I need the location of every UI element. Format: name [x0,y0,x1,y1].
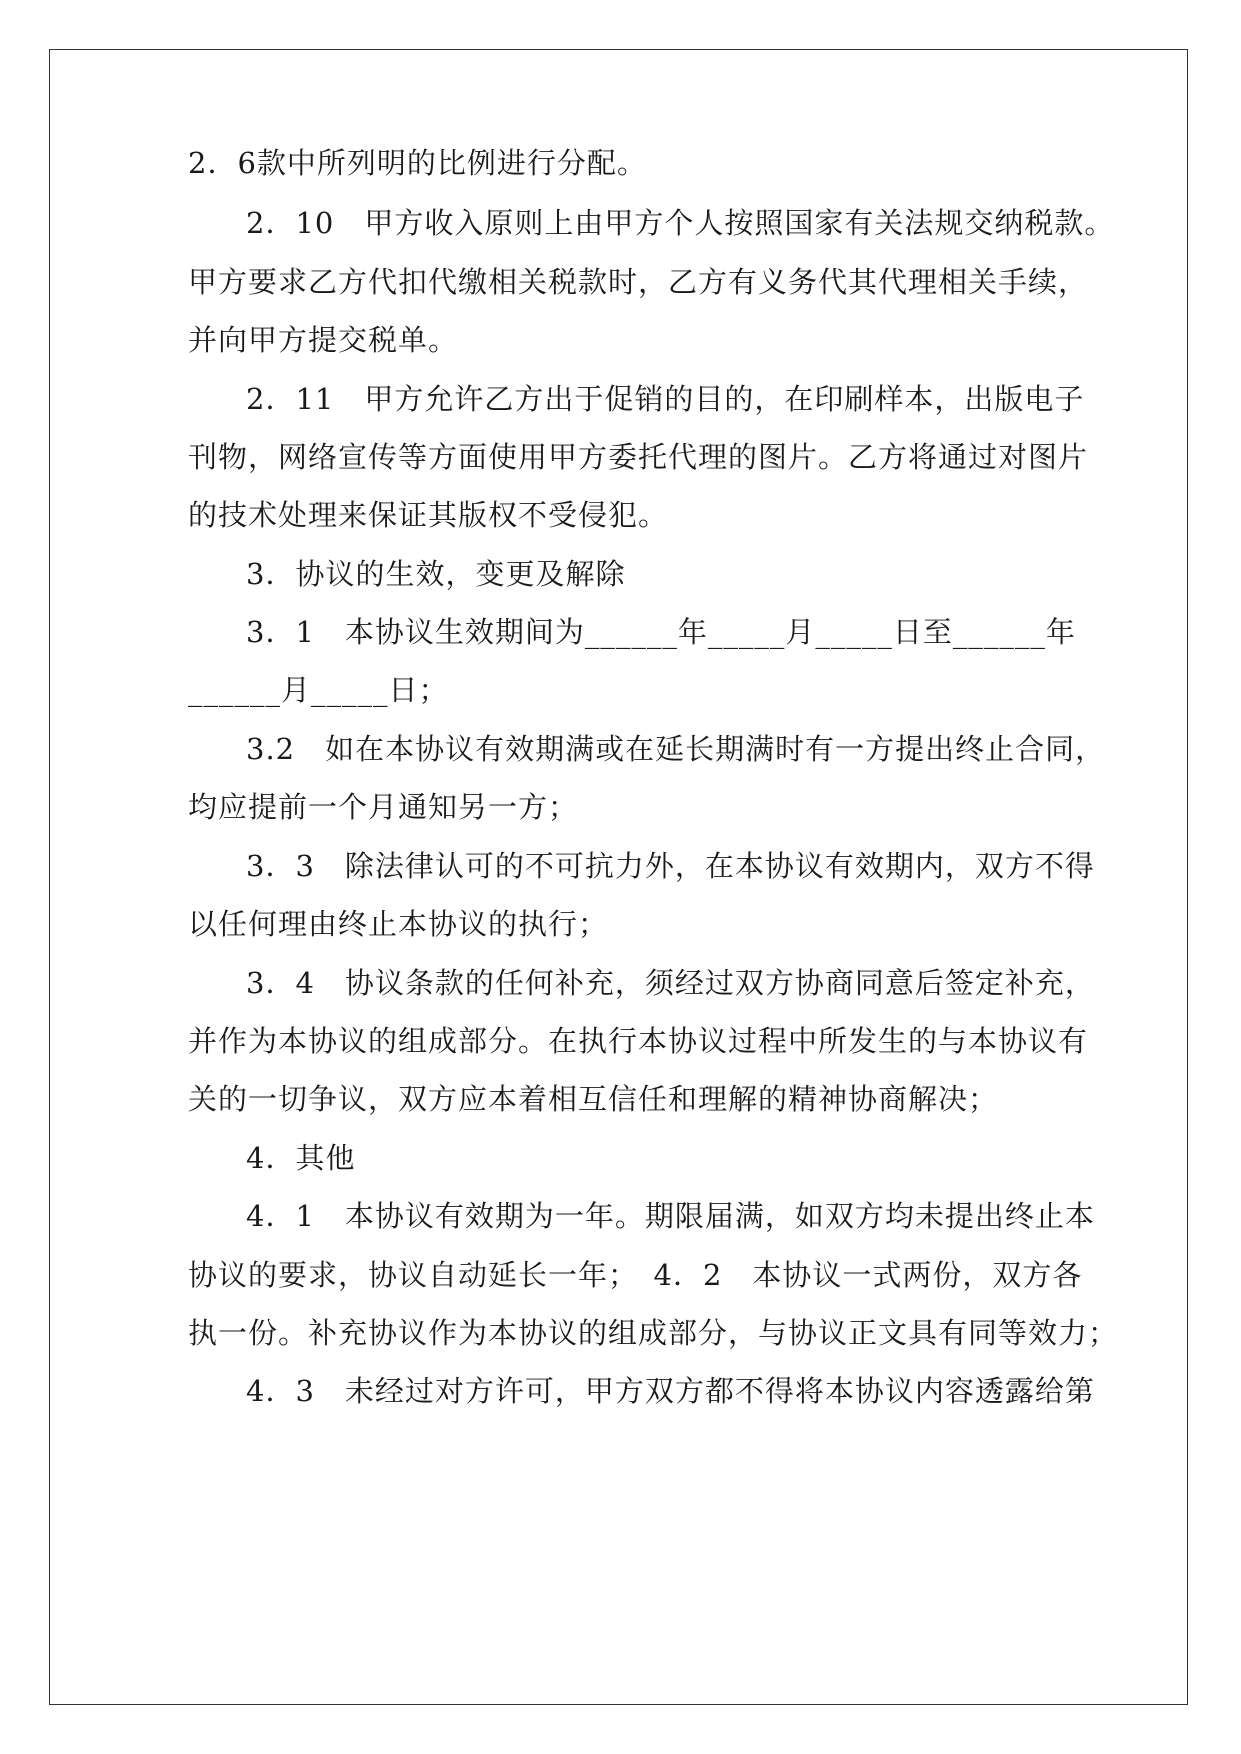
text-line: 均应提前一个月通知另一方； [188,790,579,824]
text-line: 执一份。补充协议作为本协议的组成部分，与协议正文具有同等效力； [188,1316,1119,1350]
text-line: 并向甲方提交税单。 [188,323,459,357]
text-line: 并作为本协议的组成部分。在执行本协议过程中所发生的与本协议有 [188,1024,1089,1058]
text-line: ______月_____日； [188,673,449,707]
text-line: 3．4 协议条款的任何补充，须经过双方协商同意后签定补充， [246,966,1095,1000]
text-line: 3．3 除法律认可的不可抗力外，在本协议有效期内，双方不得 [246,849,1095,883]
text-line: 3.2 如在本协议有效期满或在延长期满时有一方提出终止合同， [246,732,1106,766]
text-line: 以任何理由终止本协议的执行； [188,907,609,941]
text-line: 4．3 未经过对方许可，甲方双方都不得将本协议内容透露给第 [246,1374,1095,1408]
text-line: 甲方要求乙方代扣代缴相关税款时，乙方有义务代其代理相关手续， [188,265,1089,299]
text-line: 协议的要求，协议自动延长一年； 4．2 本协议一式两份，双方各 [188,1258,1083,1292]
text-line: 2．11 甲方允许乙方出于促销的目的，在印刷样本，出版电子 [246,382,1085,416]
text-line: 3．1 本协议生效期间为______年_____月_____日至______年 [246,615,1076,649]
text-line: 刊物，网络宣传等方面使用甲方委托代理的图片。乙方将通过对图片 [188,440,1089,474]
section-heading: 4．其他 [246,1141,356,1175]
text-line: 关的一切争议，双方应本着相互信任和理解的精神协商解决； [188,1082,999,1116]
section-heading: 3．协议的生效，变更及解除 [246,557,626,591]
text-line: 2．10 甲方收入原则上由甲方个人按照国家有关法规交纳税款。 [246,206,1115,240]
text-line: 2．6款中所列明的比例进行分配。 [188,146,647,180]
text-line: 4．1 本协议有效期为一年。期限届满，如双方均未提出终止本 [246,1199,1095,1233]
text-line: 的技术处理来保证其版权不受侵犯。 [188,498,669,532]
